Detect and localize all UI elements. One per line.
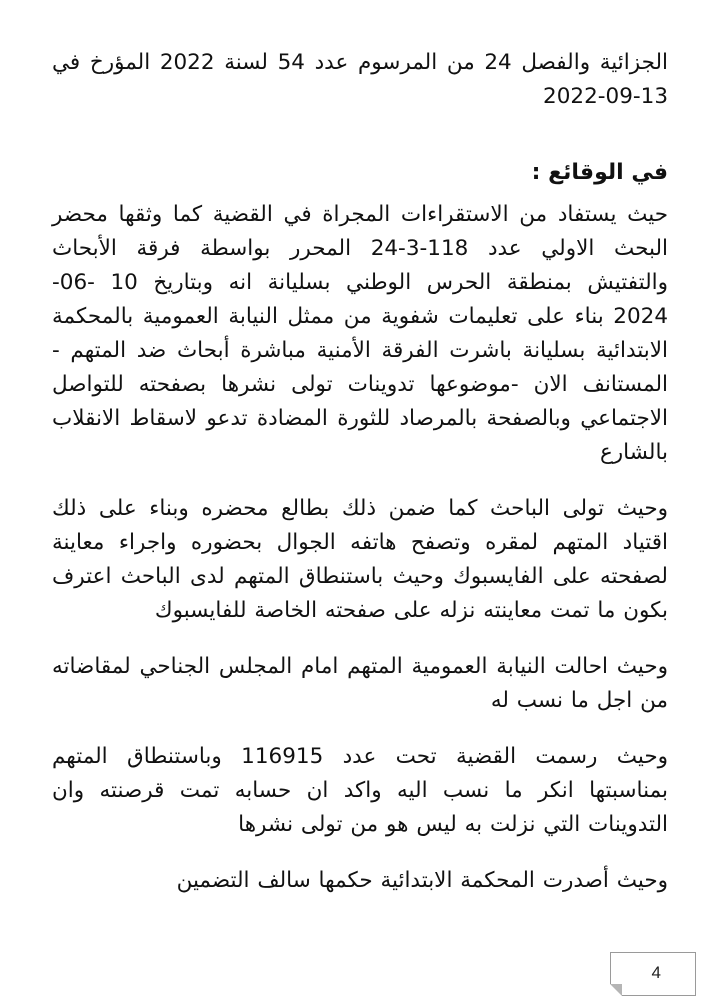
paragraph-legal-reference: الجزائية والفصل 24 من المرسوم عدد 54 لسنة 2022 المؤرخ في 13-09-2022 — [52, 50, 668, 109]
paragraph-investigation: حيث يستفاد من الاستقراءات المجراة في القضية كما وثقها محضر البحث الاولي عدد 118-3-24 المحرر بواسطة فرقة الأبحاث والتفتيش بمنطقة الحرس الوطني بسليانة انه وبتاريخ 10 -06- 2024 بناء على تعليمات شفوية من ممثل النيابة العمومية بالمحكمة الابتدائية بسليانة باشرت الفرقة الأمنية مباشرة أبحاث ضد المتهم - المستانف الان -موضوعها تدوينات تولى نشرها بصفحته للتواصل الاجتماعي وبالصفحة بالمرصاد للثورة المضادة تدعو لاسقاط الانقلاب بالشارع — [52, 202, 668, 465]
paragraph-case-registration: وحيث رسمت القضية تحت عدد 116915 وباستنطاق المتهم بمناسبتها انكر ما نسب اليه واكد ان حسابه تمت قرصنته وان التدوينات التي نزلت به ليس هو من تولى نشرها — [52, 744, 668, 837]
paragraph-judgment: وحيث أصدرت المحكمة الابتدائية حكمها سالف التضمين — [176, 868, 668, 893]
paragraph-researcher-findings: وحيث تولى الباحث كما ضمن ذلك بطالع محضره وبناء على ذلك اقتياد المتهم لمقره وتصفح هاتفه الجوال بحضوره واجراء معاينة لصفحته على الفايسبوك وحيث باستنطاق المتهم لدى الباحث اعترف بكون ما تمت معاينته نزله على صفحته الخاصة للفايسبوك — [52, 496, 668, 623]
page-number: 4 — [651, 963, 661, 982]
page-fold-corner — [610, 984, 622, 996]
section-heading-facts: في الوقائع : — [531, 160, 668, 185]
paragraph-referral: وحيث احالت النيابة العمومية المتهم امام المجلس الجناحي لمقاضاته من اجل ما نسب له — [52, 654, 668, 713]
page-number-box — [610, 952, 696, 996]
